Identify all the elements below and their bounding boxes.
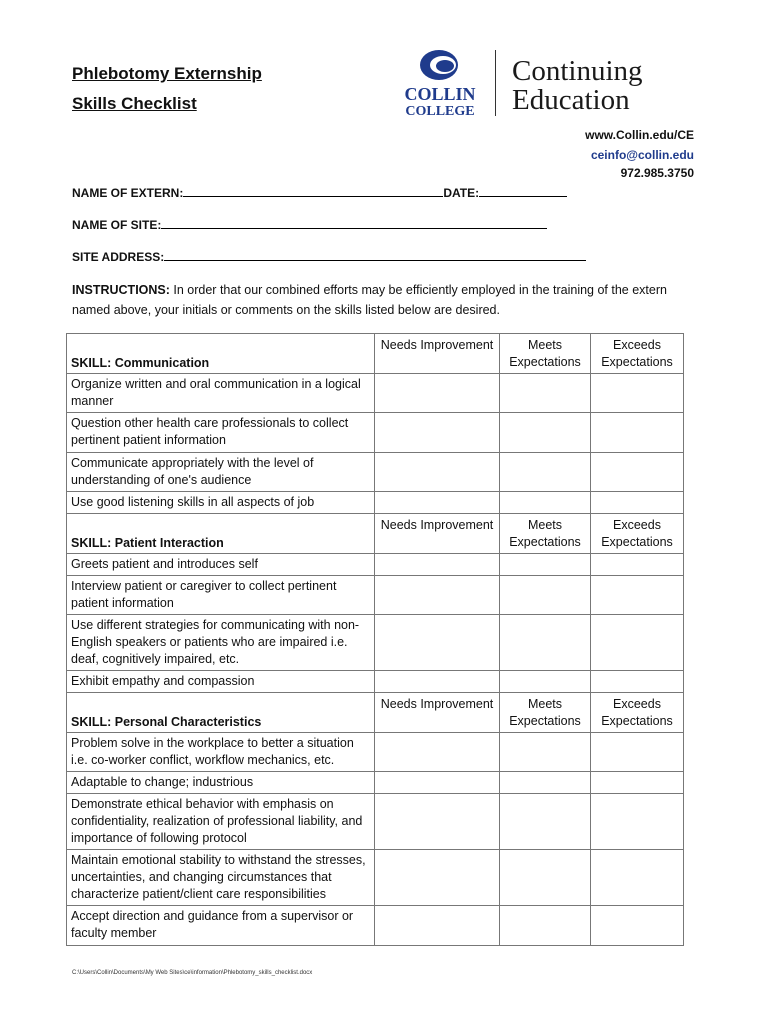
phone-number: 972.985.3750 xyxy=(620,166,694,180)
skill-item-row xyxy=(67,794,684,850)
site-address-line[interactable] xyxy=(164,248,586,261)
skill-header-row xyxy=(67,514,684,554)
site-name-label: NAME OF SITE: xyxy=(72,218,162,232)
rating-header-meets: Meets Expectations xyxy=(500,514,591,554)
rating-header-needs: Needs Improvement xyxy=(375,514,500,554)
rating-header-needs: Needs Improvement xyxy=(375,693,500,733)
skill-item-text: Adaptable to change; industrious xyxy=(67,772,375,794)
rating-cell-needs[interactable] xyxy=(375,615,500,671)
date-label: DATE: xyxy=(443,186,480,200)
rating-cell-exceeds[interactable] xyxy=(591,576,684,615)
date-line[interactable] xyxy=(479,184,567,197)
rating-cell-meets[interactable] xyxy=(500,671,591,693)
rating-header-exceeds: Exceeds Expectations xyxy=(591,693,684,733)
rating-cell-exceeds[interactable] xyxy=(591,794,684,850)
rating-cell-needs[interactable] xyxy=(375,772,500,794)
rating-cell-meets[interactable] xyxy=(500,850,591,906)
rating-cell-exceeds[interactable] xyxy=(591,733,684,772)
skill-item-text: Problem solve in the workplace to better a situation i.e. co-worker conflict, workflow mechanics, etc. xyxy=(67,733,375,772)
skill-item-row xyxy=(67,733,684,772)
skill-item-text: Use different strategies for communicating with non-English speakers or patients who are impaired i.e. deaf, cognitively impaired, etc. xyxy=(67,615,375,671)
rating-cell-meets[interactable] xyxy=(500,794,591,850)
rating-cell-meets[interactable] xyxy=(500,413,591,453)
rating-cell-exceeds[interactable] xyxy=(591,554,684,576)
site-address-field[interactable] xyxy=(72,248,586,264)
rating-cell-needs[interactable] xyxy=(375,453,500,492)
skill-item-row xyxy=(67,554,684,576)
document-title-line-2: Skills Checklist xyxy=(72,94,197,113)
skill-item-text: Interview patient or caregiver to collect pertinent patient information xyxy=(67,576,375,615)
rating-cell-needs[interactable] xyxy=(375,554,500,576)
skill-item-text: Maintain emotional stability to withstand the stresses, uncertainties, and changing circumstances that characterize patient/client care responsibilities xyxy=(67,850,375,906)
rating-cell-exceeds[interactable] xyxy=(591,374,684,413)
skill-header-row xyxy=(67,693,684,733)
skill-item-text: Demonstrate ethical behavior with emphasis on confidentiality, realization of professional liability, and importance of following protocol xyxy=(67,794,375,850)
rating-header-exceeds: Exceeds Expectations xyxy=(591,334,684,374)
continuing-education-line-2: Education xyxy=(512,84,630,116)
skill-item-text: Accept direction and guidance from a supervisor or faculty member xyxy=(67,906,375,946)
rating-cell-meets[interactable] xyxy=(500,374,591,413)
site-name-field[interactable] xyxy=(72,216,547,232)
skill-item-text: Exhibit empathy and compassion xyxy=(67,671,375,693)
rating-header-exceeds: Exceeds Expectations xyxy=(591,514,684,554)
rating-cell-meets[interactable] xyxy=(500,453,591,492)
collin-swirl-icon xyxy=(395,48,485,118)
extern-name-label: NAME OF EXTERN: xyxy=(72,186,184,200)
site-address-label: SITE ADDRESS: xyxy=(72,250,165,264)
skill-title: SKILL: Communication xyxy=(67,334,375,374)
website-link[interactable]: www.Collin.edu/CE xyxy=(585,128,694,142)
rating-cell-needs[interactable] xyxy=(375,576,500,615)
skill-item-text: Question other health care professionals to collect pertinent patient information xyxy=(67,413,375,453)
rating-cell-needs[interactable] xyxy=(375,492,500,514)
rating-cell-needs[interactable] xyxy=(375,906,500,946)
rating-cell-meets[interactable] xyxy=(500,554,591,576)
rating-cell-meets[interactable] xyxy=(500,576,591,615)
skill-item-text: Communicate appropriately with the level of understanding of one's audience xyxy=(67,453,375,492)
skill-item-text: Organize written and oral communication in a logical manner xyxy=(67,374,375,413)
skill-item-text: Greets patient and introduces self xyxy=(67,554,375,576)
skill-item-row xyxy=(67,374,684,413)
skill-item-row xyxy=(67,615,684,671)
skill-item-row xyxy=(67,576,684,615)
rating-cell-exceeds[interactable] xyxy=(591,906,684,946)
skill-item-row xyxy=(67,850,684,906)
skill-title: SKILL: Personal Characteristics xyxy=(67,693,375,733)
skill-item-row xyxy=(67,453,684,492)
file-path-footer: C:\Users\Collin\Documents\My Web Sites\ce\information\Phlebotomy_skills_checklist.docx xyxy=(72,970,313,976)
rating-header-meets: Meets Expectations xyxy=(500,693,591,733)
skill-item-row xyxy=(67,906,684,946)
site-name-line[interactable] xyxy=(161,216,547,229)
rating-cell-exceeds[interactable] xyxy=(591,671,684,693)
collin-college-logo xyxy=(395,48,485,118)
skill-title: SKILL: Patient Interaction xyxy=(67,514,375,554)
rating-cell-exceeds[interactable] xyxy=(591,615,684,671)
skills-checklist-table xyxy=(66,333,684,946)
rating-cell-exceeds[interactable] xyxy=(591,453,684,492)
rating-cell-exceeds[interactable] xyxy=(591,772,684,794)
rating-cell-needs[interactable] xyxy=(375,374,500,413)
rating-cell-needs[interactable] xyxy=(375,850,500,906)
skill-item-row xyxy=(67,671,684,693)
logo-name-line-1: COLLIN xyxy=(404,84,476,104)
rating-cell-exceeds[interactable] xyxy=(591,850,684,906)
continuing-education-line-1: Continuing xyxy=(512,55,643,87)
skill-item-row xyxy=(67,413,684,453)
rating-cell-meets[interactable] xyxy=(500,615,591,671)
logo-divider xyxy=(495,50,496,116)
skill-header-row xyxy=(67,334,684,374)
rating-cell-meets[interactable] xyxy=(500,492,591,514)
instructions-text: In order that our combined efforts may be efficiently employed in the training of the extern named above, your initials or comments on the skills listed below are desired. xyxy=(72,283,667,317)
rating-cell-meets[interactable] xyxy=(500,906,591,946)
logo-name-line-2: COLLEGE xyxy=(405,104,475,118)
rating-cell-needs[interactable] xyxy=(375,794,500,850)
extern-name-field[interactable] xyxy=(72,184,567,200)
skill-item-text: Use good listening skills in all aspects of job xyxy=(67,492,375,514)
instructions xyxy=(72,280,692,320)
rating-cell-needs[interactable] xyxy=(375,733,500,772)
skill-item-row xyxy=(67,492,684,514)
rating-cell-exceeds[interactable] xyxy=(591,413,684,453)
rating-header-meets: Meets Expectations xyxy=(500,334,591,374)
rating-cell-meets[interactable] xyxy=(500,733,591,772)
document-title-line-1: Phlebotomy Externship xyxy=(72,64,262,83)
rating-cell-meets[interactable] xyxy=(500,772,591,794)
rating-cell-needs[interactable] xyxy=(375,413,500,453)
email-link[interactable]: ceinfo@collin.edu xyxy=(590,148,694,162)
instructions-label: INSTRUCTIONS: xyxy=(72,283,170,297)
rating-header-needs: Needs Improvement xyxy=(375,334,500,374)
skill-item-row xyxy=(67,772,684,794)
rating-cell-needs[interactable] xyxy=(375,671,500,693)
extern-name-line[interactable] xyxy=(183,184,443,197)
rating-cell-exceeds[interactable] xyxy=(591,492,684,514)
